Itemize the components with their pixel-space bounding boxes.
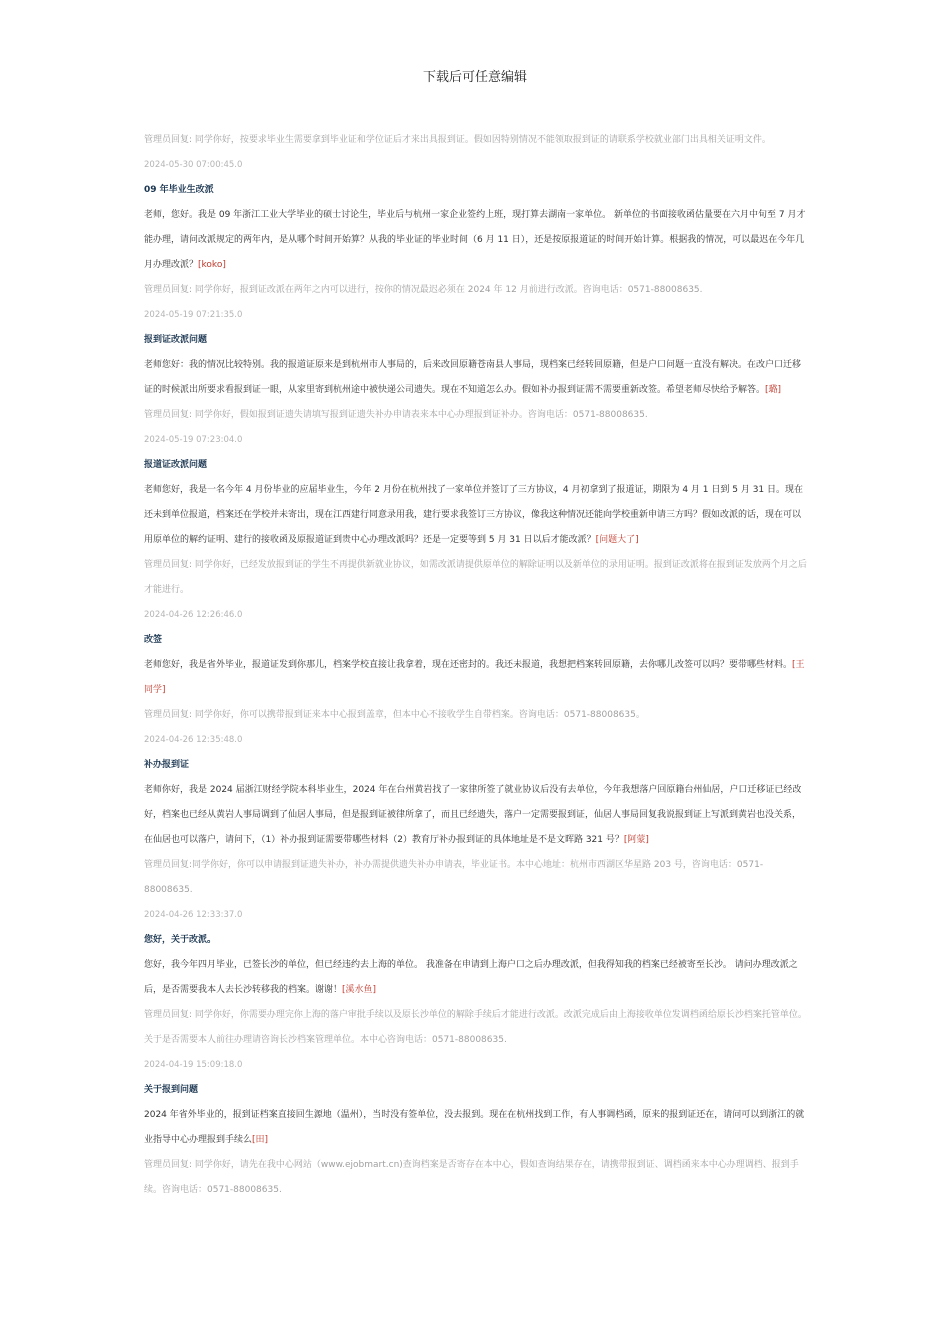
question-body	[144, 653, 808, 703]
qa-entry	[144, 328, 808, 453]
question-author: [koko]	[198, 260, 226, 270]
qa-entry	[144, 178, 808, 328]
reply-date: 2024-05-30 07:00:45.0	[144, 160, 243, 170]
question-body	[144, 478, 808, 553]
question-title: 改签	[144, 635, 163, 645]
qa-entry	[144, 753, 808, 928]
question-text: 老师你好，我是 2024 届浙江财经学院本科毕业生，2024 年在台州黄岩找了一家律所签了就业协议后没有去单位，今年我想落户回原籍台州仙居，户口迁移证已经改好，档案也已经从黄岩人事局调到了仙居人事局，但是报到证被律所拿了，而且已经遗失，落户一定需要报到证，仙居人事局回复我说报到证上写派到黄岩也没关系，在仙居也可以落户，请问下，（1）补办报到证需要带哪些材料（2）教育厅补办报到证的具体地址是不是文晖路 321 号？	[144, 785, 802, 845]
question-body	[144, 1103, 808, 1153]
qa-entry	[144, 628, 808, 753]
question-title: 补办报到证	[144, 760, 190, 770]
question-author: [溪水鱼]	[342, 985, 377, 995]
qa-list	[144, 128, 808, 1203]
reply-date: 2024-05-19 07:21:35.0	[144, 310, 243, 320]
question-text: 老师您好：我的情况比较特别。我的报道证原来是到杭州市人事局的，后来改回原籍苍南县人事局，现档案已经转回原籍，但是户口问题一直没有解决。在改户口迁移证的时候派出所要求看报到证一眼，从家里寄到杭州途中被快递公司遗失。现在不知道怎么办。假如补办报到证需不需要重新改签。希望老师尽快给予解答。	[144, 360, 802, 395]
admin-reply: 管理员回复: 同学你好，假如报到证遗失请填写报到证遗失补办申请表来本中心办理报到证补办。咨询电话：0571-88008635.	[144, 410, 648, 420]
question-text: 老师，您好。我是 09 年浙江工业大学毕业的硕士讨论生，毕业后与杭州一家企业签约上班，现打算去湖南一家单位。 新单位的书面接收函估量要在六月中旬至 7 月才能办理，请问改派规定的两年内，是从哪个时间开始算？从我的毕业证的毕业时间（6 月 11 日），还是按原报道证的时间开始计算。根据我的情况，可以最迟在今年几月办理改派？	[144, 210, 806, 270]
admin-reply: 管理员回复: 同学你好，请先在我中心网站（www.ejobmart.cn)查询档案是否寄存在本中心，假如查询结果存在，请携带报到证、调档函来本中心办理调档、报到手续。咨询电话：0571-88008635.	[144, 1160, 799, 1195]
question-title: 您好，关于改派。	[144, 935, 217, 945]
reply-date: 2024-05-19 07:23:04.0	[144, 435, 243, 445]
question-text: 老师您好，我是省外毕业，报道证发到你那儿，档案学校直接让我拿着，现在还密封的。我还未报道，我想把档案转回原籍，去你哪儿改签可以吗？要带哪些材料。	[144, 660, 793, 670]
question-author: [问题大了]	[595, 535, 639, 545]
admin-reply: 管理员回复: 同学你好，报到证改派在两年之内可以进行，按你的情况最迟必须在 2024 年 12 月前进行改派。咨询电话：0571-88008635.	[144, 285, 703, 295]
question-author: [阿蒙]	[623, 835, 649, 845]
question-author: [王同学]	[144, 660, 805, 695]
admin-reply: 管理员回复: 同学你好，你需要办理完你上海的落户审批手续以及原长沙单位的解除手续后才能进行改派。改派完成后由上海接收单位发调档函给原长沙档案托管单位。关于是否需要本人前往办理请咨询长沙档案管理单位。本中心咨询电话：0571-88008635.	[144, 1010, 807, 1045]
question-body	[144, 203, 808, 278]
reply-date: 2024-04-26 12:35:48.0	[144, 735, 243, 745]
qa-entry	[144, 1078, 808, 1203]
question-author: [璐]	[765, 385, 782, 395]
question-body	[144, 778, 808, 853]
qa-entry	[144, 453, 808, 628]
question-text: 您好，我今年四月毕业，已签长沙的单位，但已经违约去上海的单位。 我准备在申请到上海户口之后办理改派，但我得知我的档案已经被寄至长沙。 请问办理改派之后，是否需要我本人去长沙转移我的档案。谢谢！	[144, 960, 798, 995]
question-author: [田]	[252, 1135, 269, 1145]
question-body	[144, 953, 808, 1003]
admin-reply: 管理员回复:同学你好，你可以申请报到证遗失补办，补办需提供遗失补办申请表，毕业证书。本中心地址：杭州市西湖区华星路 203 号，咨询电话：0571-88008635.	[144, 860, 764, 895]
admin-reply: 管理员回复: 同学你好，按要求毕业生需要拿到毕业证和学位证后才来出具报到证。假如因特别情况不能领取报到证的请联系学校就业部门出具相关证明文件。	[144, 135, 771, 145]
question-title: 报到证改派问题	[144, 335, 208, 345]
question-title: 09 年毕业生改派	[144, 185, 214, 195]
question-body	[144, 353, 808, 403]
question-title: 报道证改派问题	[144, 460, 208, 470]
reply-date: 2024-04-26 12:26:46.0	[144, 610, 243, 620]
admin-reply: 管理员回复: 同学你好，已经发放报到证的学生不再提供新就业协议，如需改派请提供原单位的解除证明以及新单位的录用证明。报到证改派将在报到证发放两个月之后才能进行。	[144, 560, 807, 595]
reply-date: 2024-04-19 15:09:18.0	[144, 1060, 243, 1070]
admin-reply: 管理员回复: 同学你好，你可以携带报到证来本中心报到盖章，但本中心不接收学生自带档案。咨询电话：0571-88008635。	[144, 710, 645, 720]
question-text: 2024 年省外毕业的，报到证档案直接回生源地（温州），当时没有签单位，没去报到。现在在杭州找到工作，有人事调档函，原来的报到证还在，请问可以到浙江的就业指导中心办理报到手续么	[144, 1110, 805, 1145]
question-text: 老师您好，我是一名今年 4 月份毕业的应届毕业生，今年 2 月份在杭州找了一家单位并签订了三方协议，4 月初拿到了报道证，期限为 4 月 1 日到 5 月 31 日。现在还未到单位报道，档案还在学校并未寄出，现在江西建行同意录用我，建行要求我签订三方协议，像我这种情况还能向学校重新申请三方吗？假如改派的话，现在可以用原单位的解约证明、建行的接收函及原报道证到贵中心办理改派吗？还是一定要等到 5 月 31 日以后才能改派？	[144, 485, 804, 545]
reply-date: 2024-04-26 12:33:37.0	[144, 910, 243, 920]
qa-entry	[144, 928, 808, 1078]
page-header: 下载后可任意编辑	[422, 70, 527, 85]
question-title: 关于报到问题	[144, 1085, 199, 1095]
qa-entry	[144, 128, 808, 178]
